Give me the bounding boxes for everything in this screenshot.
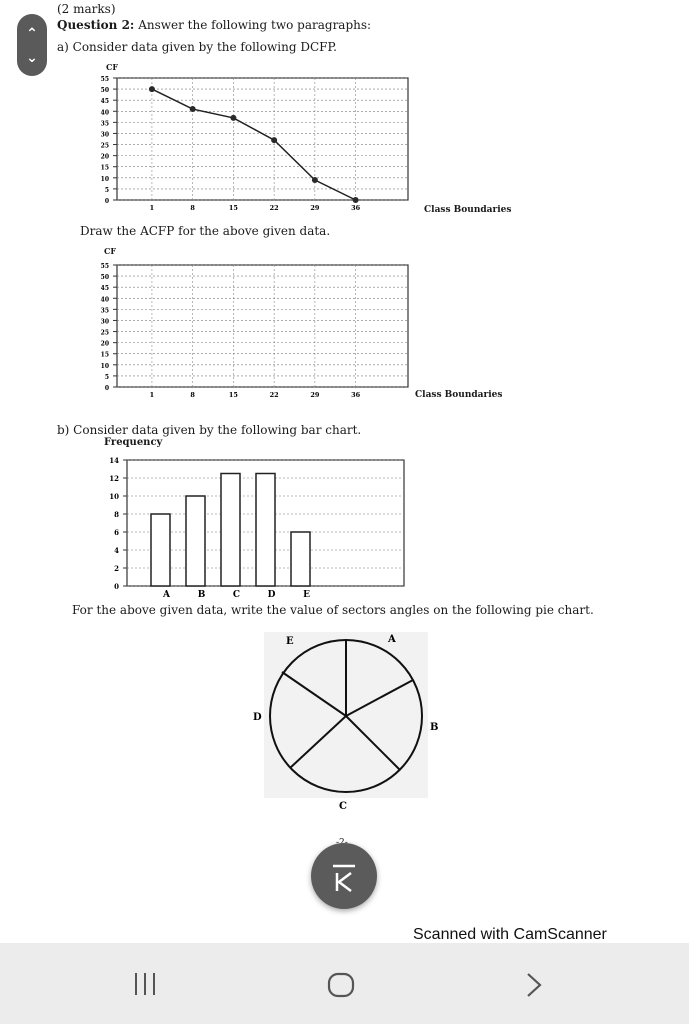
dcfp-ytick-label: 10 bbox=[100, 175, 109, 183]
bar-ytick-label: 2 bbox=[114, 564, 119, 573]
acfp-xtick-label: 22 bbox=[269, 391, 279, 399]
bar-ytick-label: 8 bbox=[114, 510, 119, 519]
dcfp-point bbox=[190, 106, 196, 112]
pie-label-e: E bbox=[286, 636, 294, 647]
part-a-text: a) Consider data given by the following DCFP. bbox=[57, 40, 337, 54]
bar-ytick-label: 4 bbox=[114, 546, 119, 555]
dcfp-point bbox=[230, 115, 236, 121]
dcfp-xlabel: Class Boundaries bbox=[424, 205, 512, 215]
dcfp-point bbox=[312, 177, 318, 183]
bar-category-label: D bbox=[267, 590, 276, 600]
dcfp-ytick-label: 40 bbox=[100, 109, 109, 117]
acfp-xtick-label: 1 bbox=[149, 391, 155, 399]
pie-chart bbox=[250, 630, 440, 825]
acfp-grid bbox=[117, 265, 408, 387]
acfp-ytick-label: 10 bbox=[100, 362, 109, 370]
dcfp-ytick-label: 35 bbox=[100, 120, 109, 128]
question-heading bbox=[57, 18, 371, 32]
dcfp-ylabel: CF bbox=[106, 62, 119, 72]
dcfp-y-axis bbox=[101, 76, 117, 205]
acfp-xlabel: Class Boundaries bbox=[415, 390, 503, 400]
bar-ytick-label: 12 bbox=[109, 474, 119, 483]
dcfp-frame bbox=[117, 78, 408, 200]
chevron-up-icon[interactable]: ⌃ bbox=[26, 26, 38, 42]
dcfp-chart bbox=[80, 70, 420, 220]
bar-category-label: E bbox=[303, 590, 310, 600]
acfp-xtick-label: 29 bbox=[310, 391, 320, 399]
recent-apps-icon[interactable] bbox=[130, 971, 162, 997]
home-icon[interactable] bbox=[326, 971, 356, 999]
bar-c bbox=[221, 474, 240, 587]
dcfp-ytick-label: 20 bbox=[100, 153, 109, 161]
acfp-xtick-label: 15 bbox=[228, 391, 238, 399]
acfp-ytick-label: 55 bbox=[100, 263, 109, 270]
bar-b bbox=[186, 496, 205, 586]
acfp-ytick-label: 35 bbox=[100, 307, 109, 315]
dcfp-point bbox=[149, 86, 155, 92]
bar-y-axis bbox=[109, 456, 127, 591]
acfp-chart bbox=[80, 255, 420, 405]
dcfp-xtick-label: 15 bbox=[228, 204, 238, 212]
bar-series bbox=[151, 474, 310, 587]
dcfp-ytick-label: 30 bbox=[100, 131, 109, 139]
acfp-ytick-label: 5 bbox=[104, 373, 109, 381]
dcfp-xtick-label: 22 bbox=[269, 204, 279, 212]
bar-category-label: A bbox=[163, 590, 170, 600]
pie-label-a: A bbox=[388, 634, 396, 645]
pie-label-b: B bbox=[430, 722, 439, 733]
camscanner-watermark: Scanned with CamScanner bbox=[413, 926, 607, 943]
bar-ytick-label: 6 bbox=[114, 528, 119, 537]
acfp-instruction: Draw the ACFP for the above given data. bbox=[80, 224, 331, 238]
scroll-nav-pill bbox=[17, 14, 47, 76]
bar-ytick-label: 0 bbox=[114, 582, 119, 591]
acfp-ylabel: CF bbox=[104, 246, 117, 256]
dcfp-ytick-label: 15 bbox=[100, 164, 109, 172]
dcfp-ytick-label: 45 bbox=[100, 98, 109, 106]
acfp-ytick-label: 15 bbox=[100, 351, 109, 359]
dcfp-ytick-label: 55 bbox=[100, 76, 109, 83]
part-b-text: b) Consider data given by the following bar chart. bbox=[57, 423, 362, 437]
acfp-xtick-label: 8 bbox=[190, 391, 195, 399]
acfp-ytick-label: 25 bbox=[100, 329, 109, 337]
dcfp-xtick-label: 8 bbox=[190, 204, 195, 212]
dcfp-x-axis bbox=[150, 204, 361, 212]
dcfp-xtick-label: 36 bbox=[351, 204, 361, 212]
back-icon[interactable] bbox=[522, 971, 546, 999]
marks-label: (2 marks) bbox=[57, 2, 116, 16]
system-nav-bar bbox=[0, 943, 689, 1024]
pie-instruction: For the above given data, write the value of sectors angles on the following pie chart. bbox=[72, 603, 594, 617]
bar-ylabel: Frequency bbox=[104, 437, 163, 448]
dcfp-ytick-label: 5 bbox=[104, 186, 109, 194]
acfp-ytick-label: 0 bbox=[104, 385, 109, 392]
bar-ytick-label: 14 bbox=[109, 456, 119, 465]
dcfp-ytick-label: 0 bbox=[104, 198, 109, 205]
acfp-ytick-label: 20 bbox=[100, 340, 109, 348]
chevron-down-icon[interactable]: ⌄ bbox=[26, 50, 38, 66]
acfp-ytick-label: 50 bbox=[100, 274, 109, 282]
acfp-ytick-label: 30 bbox=[100, 318, 109, 326]
pie-label-d: D bbox=[253, 712, 262, 723]
acfp-ytick-label: 45 bbox=[100, 285, 109, 293]
bar-e bbox=[291, 532, 310, 586]
dcfp-xtick-label: 1 bbox=[149, 204, 155, 212]
question-text: Answer the following two paragraphs: bbox=[138, 18, 372, 32]
acfp-frame bbox=[117, 265, 408, 387]
dcfp-point bbox=[271, 137, 277, 143]
bar-category-label: B bbox=[197, 590, 206, 600]
dcfp-grid bbox=[117, 78, 408, 200]
question-number: Question 2: bbox=[57, 18, 135, 32]
acfp-x-axis bbox=[150, 391, 361, 399]
dcfp-ytick-label: 50 bbox=[100, 87, 109, 95]
acfp-y-axis bbox=[101, 263, 117, 392]
bar-ytick-label: 10 bbox=[109, 492, 119, 501]
acfp-ytick-label: 40 bbox=[100, 296, 109, 304]
dcfp-ytick-label: 25 bbox=[100, 142, 109, 150]
bar-d bbox=[256, 474, 275, 587]
dcfp-point bbox=[353, 197, 359, 203]
bar-chart bbox=[95, 452, 415, 602]
pie-label-c: C bbox=[339, 801, 347, 812]
scroll-top-icon bbox=[311, 843, 377, 909]
acfp-xtick-label: 36 bbox=[351, 391, 361, 399]
bar-a bbox=[151, 514, 170, 586]
scroll-to-top-button[interactable] bbox=[311, 843, 377, 909]
dcfp-xtick-label: 29 bbox=[310, 204, 320, 212]
bar-x-axis bbox=[162, 590, 310, 600]
bar-category-label: C bbox=[232, 590, 241, 600]
